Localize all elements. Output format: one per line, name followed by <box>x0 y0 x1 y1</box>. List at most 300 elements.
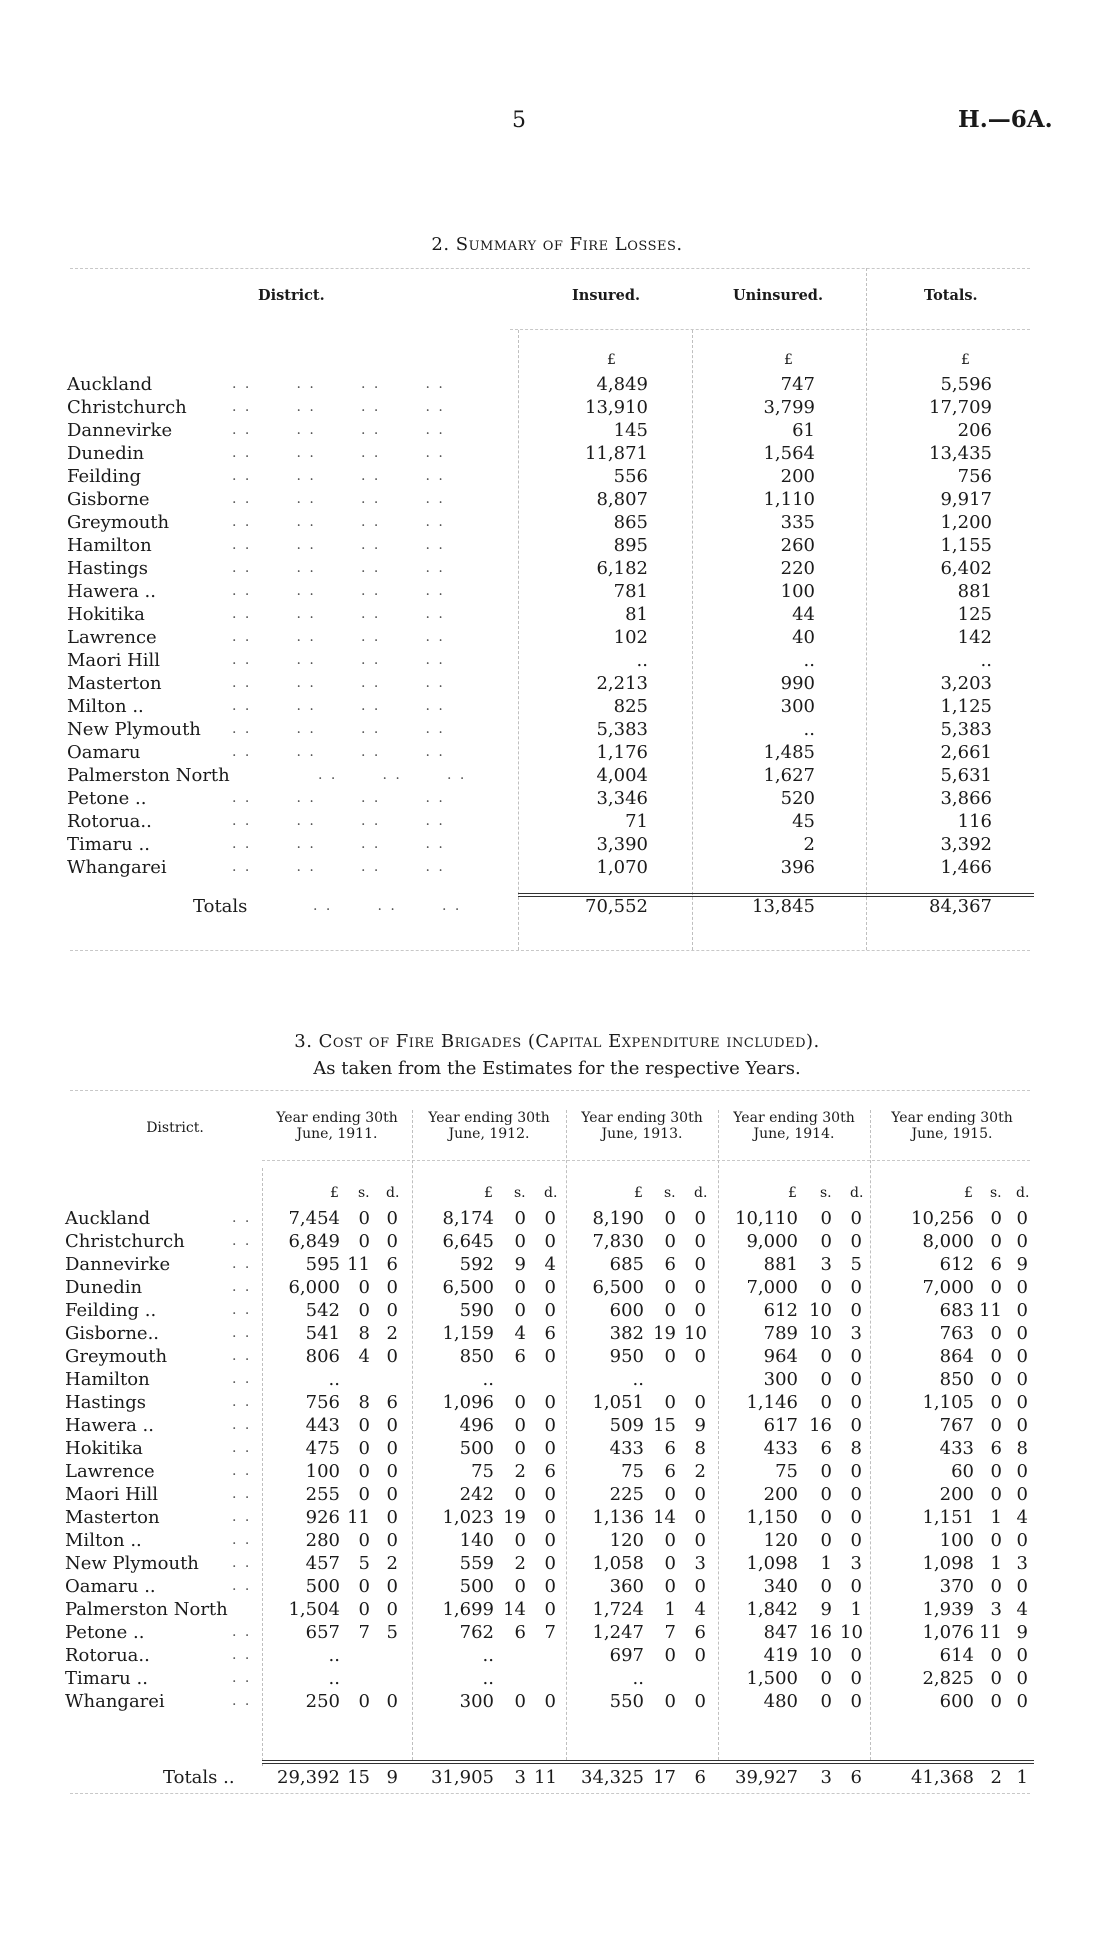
pounds-value: 592 <box>459 1254 494 1275</box>
pence-value: 0 <box>544 1691 556 1712</box>
table-row <box>0 765 1114 788</box>
table-row <box>0 581 1114 604</box>
pence-value: 0 <box>694 1254 706 1275</box>
shillings-value: 2 <box>514 1553 526 1574</box>
pence-value: 0 <box>694 1208 706 1229</box>
pounds-value: .. <box>328 1645 340 1666</box>
shillings-value: 0 <box>358 1300 370 1321</box>
pence-value: 3 <box>1016 1553 1028 1574</box>
pounds-value: 657 <box>305 1622 340 1643</box>
pounds-value: 200 <box>763 1484 798 1505</box>
pounds-unit: £ <box>330 1185 339 1201</box>
table-row <box>0 1415 1114 1438</box>
table-row <box>0 1438 1114 1461</box>
table-row <box>0 719 1114 742</box>
uninsured-value: 200 <box>780 466 815 487</box>
shillings-value: 0 <box>514 1415 526 1436</box>
shillings-value: 11 <box>347 1507 370 1528</box>
totals-label: Totals <box>193 896 248 917</box>
year-header <box>718 1110 870 1142</box>
total-value: 9,917 <box>940 489 992 510</box>
pounds-value: 255 <box>305 1484 340 1505</box>
shillings-value: 6 <box>990 1438 1002 1459</box>
pence-value: 9 <box>1016 1254 1028 1275</box>
insured-value: 1,070 <box>596 857 648 878</box>
pounds-value: 763 <box>939 1323 974 1344</box>
pounds-value: 75 <box>471 1461 494 1482</box>
pence-unit: d. <box>850 1185 864 1201</box>
pence-unit: d. <box>544 1185 558 1201</box>
shillings-value: 11 <box>979 1622 1002 1643</box>
leader-dots: . . <box>232 1578 252 1594</box>
pounds-value: 31,905 <box>431 1767 494 1788</box>
pounds-value: 541 <box>305 1323 340 1344</box>
total-value: 5,383 <box>940 719 992 740</box>
pounds-value: 762 <box>459 1622 494 1643</box>
table-row <box>0 1254 1114 1277</box>
district-name: Gisborne <box>67 489 150 510</box>
pence-value: 6 <box>544 1461 556 1482</box>
pounds-value: 550 <box>609 1691 644 1712</box>
leader-dots: . . . . . . . . <box>232 583 445 599</box>
pounds-value: 950 <box>609 1346 644 1367</box>
pounds-value: 1,136 <box>592 1507 644 1528</box>
total-value: 3,203 <box>940 673 992 694</box>
pence-value: 0 <box>544 1576 556 1597</box>
shillings-value: 0 <box>664 1277 676 1298</box>
pounds-value: 475 <box>305 1438 340 1459</box>
district-name: Greymouth <box>67 512 170 533</box>
page-reference: H.—6A. <box>958 106 1053 133</box>
district-header: District. <box>258 287 325 304</box>
pence-value: 0 <box>1016 1668 1028 1689</box>
table-row <box>0 489 1114 512</box>
shillings-value: 3 <box>820 1254 832 1275</box>
pounds-value: 1,247 <box>592 1622 644 1643</box>
pence-value: 0 <box>544 1484 556 1505</box>
pounds-value: .. <box>328 1668 340 1689</box>
pence-value: 0 <box>694 1507 706 1528</box>
table-row <box>0 834 1114 857</box>
total-value: 756 <box>957 466 992 487</box>
uninsured-value: 61 <box>792 420 815 441</box>
insured-value: 8,807 <box>596 489 648 510</box>
uninsured-value: .. <box>803 650 815 671</box>
pounds-value: 6,849 <box>288 1231 340 1252</box>
shillings-value: 0 <box>664 1208 676 1229</box>
shillings-value: 0 <box>820 1507 832 1528</box>
pounds-value: 433 <box>609 1438 644 1459</box>
shillings-value: 6 <box>514 1346 526 1367</box>
shillings-value: 0 <box>358 1599 370 1620</box>
pounds-value: 600 <box>939 1691 974 1712</box>
pence-unit: d. <box>1016 1185 1030 1201</box>
pounds-value: 1,098 <box>746 1553 798 1574</box>
pounds-value: 1,724 <box>592 1599 644 1620</box>
pence-value: 0 <box>1016 1277 1028 1298</box>
leader-dots: . . <box>232 1440 252 1456</box>
pence-value: 0 <box>1016 1530 1028 1551</box>
pence-value: 8 <box>694 1438 706 1459</box>
pence-value: 10 <box>684 1323 707 1344</box>
table-row <box>0 1645 1114 1668</box>
pounds-unit: £ <box>788 1185 797 1201</box>
table-row <box>0 742 1114 765</box>
shillings-value: 0 <box>514 1576 526 1597</box>
district-name: Rotorua.. <box>65 1645 150 1666</box>
pounds-value: 789 <box>763 1323 798 1344</box>
year-header-line2: June, 1914. <box>753 1126 835 1142</box>
shillings-value: 10 <box>809 1323 832 1344</box>
shillings-value: 6 <box>664 1461 676 1482</box>
shillings-value: 5 <box>358 1553 370 1574</box>
shillings-value: 0 <box>990 1668 1002 1689</box>
pence-value: 0 <box>1016 1461 1028 1482</box>
table-row <box>0 1300 1114 1323</box>
pounds-value: 370 <box>939 1576 974 1597</box>
shillings-value: 0 <box>820 1576 832 1597</box>
year-header <box>870 1110 1034 1142</box>
leader-dots: . . <box>232 1509 252 1525</box>
pounds-value: .. <box>482 1668 494 1689</box>
pounds-value: 881 <box>763 1254 798 1275</box>
uninsured-currency: £ <box>784 352 793 368</box>
pounds-value: 100 <box>939 1530 974 1551</box>
pence-value: 0 <box>694 1645 706 1666</box>
district-name: Hastings <box>67 558 149 579</box>
pounds-value: 926 <box>305 1507 340 1528</box>
totals-currency: £ <box>961 352 970 368</box>
pounds-value: .. <box>632 1369 644 1390</box>
table-row <box>0 1484 1114 1507</box>
pounds-unit: £ <box>484 1185 493 1201</box>
pence-value: 5 <box>850 1254 862 1275</box>
shillings-unit: s. <box>664 1185 676 1201</box>
pence-value: 0 <box>386 1231 398 1252</box>
pence-value: 6 <box>544 1323 556 1344</box>
total-value: 17,709 <box>929 397 992 418</box>
pence-value: 0 <box>386 1346 398 1367</box>
district-name: Hamilton <box>67 535 152 556</box>
shillings-value: 0 <box>990 1369 1002 1390</box>
uninsured-value: 990 <box>780 673 815 694</box>
shillings-value: 0 <box>514 1231 526 1252</box>
district-name: Greymouth <box>65 1346 168 1367</box>
pounds-value: 225 <box>609 1484 644 1505</box>
pounds-value: .. <box>632 1668 644 1689</box>
table-row <box>0 1691 1114 1714</box>
shillings-value: 3 <box>820 1767 832 1788</box>
insured-value: 145 <box>613 420 648 441</box>
total-value: 206 <box>957 420 992 441</box>
shillings-value: 14 <box>503 1599 526 1620</box>
shillings-value: 0 <box>990 1691 1002 1712</box>
pounds-value: 595 <box>305 1254 340 1275</box>
shillings-value: 0 <box>514 1208 526 1229</box>
district-name: Hamilton <box>65 1369 150 1390</box>
shillings-value: 0 <box>514 1277 526 1298</box>
pounds-value: 8,174 <box>442 1208 494 1229</box>
pounds-value: 7,454 <box>288 1208 340 1229</box>
table-row <box>0 443 1114 466</box>
shillings-value: 0 <box>820 1691 832 1712</box>
pence-value: 9 <box>1016 1622 1028 1643</box>
leader-dots: . . . . . . . . <box>232 514 445 530</box>
insured-value: 865 <box>613 512 648 533</box>
shillings-value: 0 <box>358 1415 370 1436</box>
insured-value: 3,346 <box>596 788 648 809</box>
pence-value: 0 <box>850 1691 862 1712</box>
shillings-unit: s. <box>990 1185 1002 1201</box>
pence-value: 0 <box>386 1507 398 1528</box>
leader-dots: . . <box>232 1256 252 1272</box>
shillings-value: 3 <box>990 1599 1002 1620</box>
pence-value: 9 <box>694 1415 706 1436</box>
pounds-value: 8,000 <box>922 1231 974 1252</box>
uninsured-value: 1,110 <box>763 489 815 510</box>
pounds-value: .. <box>482 1645 494 1666</box>
shillings-value: 0 <box>358 1231 370 1252</box>
pounds-value: 1,098 <box>922 1553 974 1574</box>
leader-dots: . . <box>232 1670 252 1686</box>
district-name: Timaru .. <box>67 834 150 855</box>
pence-value: 0 <box>544 1392 556 1413</box>
pence-value: 0 <box>850 1530 862 1551</box>
shillings-value: 8 <box>358 1392 370 1413</box>
leader-dots: . . <box>232 1647 252 1663</box>
pounds-value: 1,939 <box>922 1599 974 1620</box>
shillings-value: 0 <box>990 1461 1002 1482</box>
table-row <box>0 1323 1114 1346</box>
leader-dots: . . <box>232 1417 252 1433</box>
pence-value: 3 <box>850 1323 862 1344</box>
shillings-value: 0 <box>664 1346 676 1367</box>
pounds-unit: £ <box>634 1185 643 1201</box>
pence-value: 0 <box>850 1231 862 1252</box>
pounds-value: 280 <box>305 1530 340 1551</box>
shillings-value: 0 <box>820 1277 832 1298</box>
shillings-value: 0 <box>990 1346 1002 1367</box>
pence-unit: d. <box>386 1185 400 1201</box>
leader-dots: . . . . . . . . <box>232 652 445 668</box>
shillings-value: 4 <box>514 1323 526 1344</box>
pounds-value: 559 <box>459 1553 494 1574</box>
pounds-value: 360 <box>609 1576 644 1597</box>
leader-dots: . . . . . . . . <box>232 813 445 829</box>
district-name: New Plymouth <box>65 1553 199 1574</box>
header-bottom-rule <box>510 329 1030 330</box>
district-name: Masterton <box>65 1507 160 1528</box>
pounds-value: 457 <box>305 1553 340 1574</box>
shillings-value: 0 <box>990 1323 1002 1344</box>
insured-value: 71 <box>625 811 648 832</box>
shillings-value: 1 <box>990 1507 1002 1528</box>
district-name: Auckland <box>67 374 153 395</box>
leader-dots: . . . . . . . . <box>232 560 445 576</box>
insured-value: 825 <box>613 696 648 717</box>
pence-value: 0 <box>1016 1691 1028 1712</box>
table-row <box>0 673 1114 696</box>
pounds-value: 6,645 <box>442 1231 494 1252</box>
uninsured-value: 40 <box>792 627 815 648</box>
shillings-value: 0 <box>820 1392 832 1413</box>
year-header-line1: Year ending 30th <box>428 1110 550 1126</box>
table-row <box>0 650 1114 673</box>
pounds-value: 10,256 <box>911 1208 974 1229</box>
table-row <box>0 788 1114 811</box>
pounds-value: 300 <box>763 1369 798 1390</box>
shillings-value: 0 <box>990 1645 1002 1666</box>
leader-dots: . . <box>232 1210 252 1226</box>
shillings-value: 10 <box>809 1300 832 1321</box>
district-name: Milton .. <box>65 1530 142 1551</box>
uninsured-value: 260 <box>780 535 815 556</box>
pounds-value: 685 <box>609 1254 644 1275</box>
pence-value: 0 <box>544 1346 556 1367</box>
pounds-value: 496 <box>459 1415 494 1436</box>
shillings-value: 6 <box>664 1254 676 1275</box>
total-value: 3,866 <box>940 788 992 809</box>
table-row <box>0 1668 1114 1691</box>
pence-value: 0 <box>850 1369 862 1390</box>
pence-value: 0 <box>850 1300 862 1321</box>
pence-value: 0 <box>694 1484 706 1505</box>
pounds-value: 612 <box>939 1254 974 1275</box>
pence-value: 0 <box>850 1415 862 1436</box>
table-row <box>0 1277 1114 1300</box>
leader-dots: . . . . . . . . <box>232 790 445 806</box>
shillings-value: 17 <box>653 1767 676 1788</box>
leader-dots: . . . . . . . . <box>232 376 445 392</box>
pounds-value: 242 <box>459 1484 494 1505</box>
shillings-value: 0 <box>664 1300 676 1321</box>
shillings-value: 6 <box>820 1438 832 1459</box>
year-header-line2: June, 1915. <box>911 1126 993 1142</box>
year-header-line1: Year ending 30th <box>276 1110 398 1126</box>
leader-dots: . . <box>232 1532 252 1548</box>
shillings-value: 0 <box>820 1231 832 1252</box>
total-value: 5,631 <box>940 765 992 786</box>
pence-value: 0 <box>1016 1300 1028 1321</box>
uninsured-value: 44 <box>792 604 815 625</box>
pounds-value: 75 <box>775 1461 798 1482</box>
pence-value: 8 <box>850 1438 862 1459</box>
total-value: 2,661 <box>940 742 992 763</box>
total-grand: 84,367 <box>929 896 992 917</box>
totals-rule <box>262 1763 1034 1764</box>
total-value: 881 <box>957 581 992 602</box>
pence-value: 0 <box>1016 1231 1028 1252</box>
table-row <box>0 1599 1114 1622</box>
leader-dots: . . . . . . <box>318 767 467 783</box>
table-row <box>0 1231 1114 1254</box>
pence-value: 0 <box>544 1553 556 1574</box>
insured-value: 3,390 <box>596 834 648 855</box>
leader-dots: . . <box>232 1693 252 1709</box>
shillings-value: 15 <box>347 1767 370 1788</box>
pounds-value: 29,392 <box>277 1767 340 1788</box>
insured-value: 6,182 <box>596 558 648 579</box>
pence-value: 6 <box>386 1254 398 1275</box>
pounds-value: 1,096 <box>442 1392 494 1413</box>
pence-value: 0 <box>544 1438 556 1459</box>
insured-value: 11,871 <box>585 443 648 464</box>
district-name: Palmerston North <box>67 765 230 786</box>
uninsured-value: 520 <box>780 788 815 809</box>
pounds-value: 1,151 <box>922 1507 974 1528</box>
uninsured-value: 300 <box>780 696 815 717</box>
shillings-value: 9 <box>514 1254 526 1275</box>
pence-value: 0 <box>544 1277 556 1298</box>
shillings-value: 0 <box>664 1392 676 1413</box>
shillings-value: 7 <box>664 1622 676 1643</box>
shillings-value: 0 <box>358 1438 370 1459</box>
pence-value: 0 <box>850 1507 862 1528</box>
uninsured-value: 747 <box>780 374 815 395</box>
pence-value: 0 <box>694 1300 706 1321</box>
table-row <box>0 420 1114 443</box>
district-name: Auckland <box>65 1208 151 1229</box>
pounds-value: 850 <box>459 1346 494 1367</box>
shillings-unit: s. <box>358 1185 370 1201</box>
shillings-value: 0 <box>664 1576 676 1597</box>
totals-header: Totals. <box>924 287 978 304</box>
pence-value: 0 <box>544 1530 556 1551</box>
shillings-value: 0 <box>820 1346 832 1367</box>
leader-dots: . . . . . . . . <box>232 399 445 415</box>
pounds-value: 382 <box>609 1323 644 1344</box>
shillings-value: 0 <box>820 1369 832 1390</box>
totals-row <box>0 896 1114 919</box>
table-row <box>0 1346 1114 1369</box>
insured-value: 13,910 <box>585 397 648 418</box>
district-name: Dannevirke <box>65 1254 171 1275</box>
pounds-value: 60 <box>951 1461 974 1482</box>
shillings-value: 0 <box>990 1415 1002 1436</box>
pounds-value: 697 <box>609 1645 644 1666</box>
table-row <box>0 466 1114 489</box>
table-row <box>0 811 1114 834</box>
pounds-value: 10,110 <box>735 1208 798 1229</box>
shillings-value: 0 <box>990 1208 1002 1229</box>
year-header-line1: Year ending 30th <box>581 1110 703 1126</box>
shillings-value: 19 <box>503 1507 526 1528</box>
page-number: 5 <box>512 108 526 133</box>
district-name: Hawera .. <box>67 581 156 602</box>
table-row <box>0 1369 1114 1392</box>
shillings-value: 0 <box>664 1484 676 1505</box>
district-name: Hastings <box>65 1392 147 1413</box>
district-name: Dannevirke <box>67 420 173 441</box>
total-value: .. <box>980 650 992 671</box>
leader-dots: . . <box>232 1555 252 1571</box>
uninsured-value: 220 <box>780 558 815 579</box>
pence-value: 0 <box>850 1346 862 1367</box>
district-name: Hokitika <box>65 1438 143 1459</box>
pounds-value: 1,076 <box>922 1622 974 1643</box>
leader-dots: . . . . . . . . <box>232 422 445 438</box>
pence-value: 0 <box>850 1645 862 1666</box>
pounds-value: 120 <box>609 1530 644 1551</box>
total-value: 1,200 <box>940 512 992 533</box>
uninsured-value: 1,485 <box>763 742 815 763</box>
shillings-value: 6 <box>514 1622 526 1643</box>
pence-value: 4 <box>694 1599 706 1620</box>
shillings-value: 0 <box>514 1300 526 1321</box>
district-name: Lawrence <box>67 627 157 648</box>
pounds-value: 617 <box>763 1415 798 1436</box>
pounds-value: 600 <box>609 1300 644 1321</box>
